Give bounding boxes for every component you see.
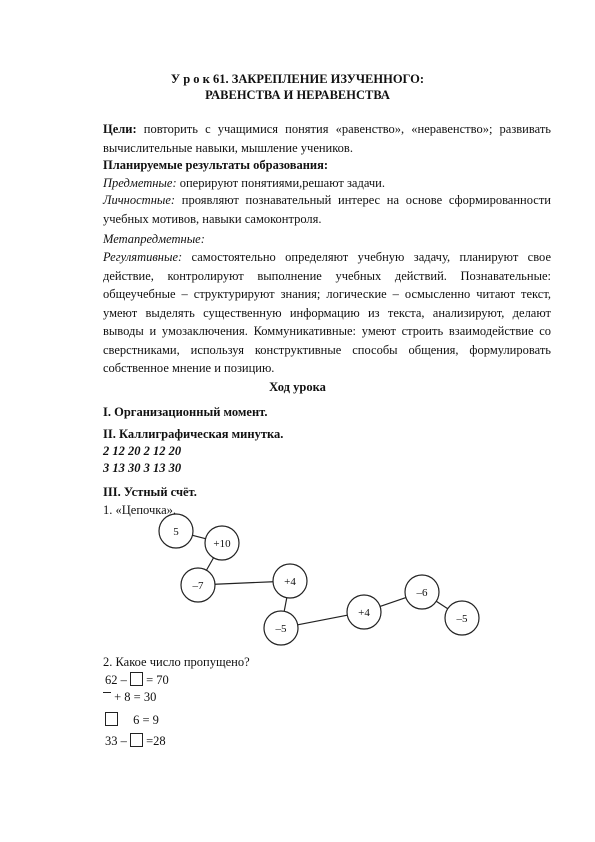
chain-link: [380, 598, 406, 607]
equation-2-dash: [103, 692, 111, 693]
chain-node-label: –7: [192, 580, 204, 592]
equation-1-right: = 70: [146, 673, 169, 687]
regulative-text: самостоятельно определяют учебную задачу, планируют свое действие, контролируют выполнение учебных действий. Познавательные: общеучебные – структурируют знания; логические – осмысленно читают текст, умеют выделять существенную информацию из текста, анализируют, делают выводы и умозаключения. Коммуникативные: умеют строить взаимодействие со сверстниками, используя конструктивные способы общения, формулировать собственное мнение и позицию.: [103, 250, 551, 375]
chain-link: [206, 558, 213, 570]
equation-3: [105, 712, 159, 728]
chain-link: [298, 615, 348, 625]
chain-node-label: +10: [213, 538, 231, 550]
equation-1-left: 62 –: [105, 673, 127, 687]
chain-link: [284, 598, 287, 612]
chain-link: [436, 601, 447, 608]
equation-3-right: 6 = 9: [133, 713, 159, 727]
missing-number-box[interactable]: [105, 712, 118, 726]
missing-number-box[interactable]: [130, 672, 143, 686]
equation-4-right: =28: [146, 734, 166, 748]
chain-node: [181, 568, 215, 602]
chain-link: [192, 535, 205, 538]
chain-node: [159, 514, 193, 548]
lesson-course-heading: Ход урока: [269, 380, 326, 394]
goals-text: повторить с учащимися понятия «равенство», «неравенство»; развивать вычислительные навыки, мышление учеников.: [103, 122, 551, 155]
chain-node-label: –5: [275, 623, 287, 635]
section-3-heading: III. Устный счёт.: [103, 485, 197, 499]
chain-node: [273, 564, 307, 598]
chain-node: [347, 595, 381, 629]
chain-node: [445, 601, 479, 635]
calligraphy-row-2: 3 13 30 3 13 30: [103, 461, 182, 475]
missing-number-box[interactable]: [130, 733, 143, 747]
regulative-label: Регулятивные:: [103, 250, 183, 264]
chain-node: [205, 526, 239, 560]
task-2-label: 2. Какое число пропущено?: [103, 655, 250, 669]
chain-node-label: +4: [284, 576, 296, 588]
lesson-title-line2: РАВЕНСТВА И НЕРАВЕНСТВА: [205, 88, 390, 102]
goals-label: Цели:: [103, 122, 137, 136]
chain-node-label: –5: [456, 613, 468, 625]
planned-results-heading: Планируемые результаты образования:: [103, 158, 329, 172]
equation-2-right: + 8 = 30: [114, 690, 157, 704]
subject-label: Предметные:: [103, 176, 177, 190]
chain-node-label: +4: [358, 607, 370, 619]
personal-text: проявляют познавательный интерес на основе сформированности учебных мотивов, навыки самоконтроля.: [103, 193, 551, 226]
section-1-heading: I. Организационный момент.: [103, 405, 268, 419]
equation-1: [105, 672, 169, 688]
lesson-title-line1: У р о к 61. ЗАКРЕПЛЕНИЕ ИЗУЧЕННОГО:: [170, 72, 425, 86]
section-2-heading: II. Каллиграфическая минутка.: [103, 427, 284, 441]
chain-node-label: 5: [173, 526, 179, 538]
chain-nodes: [159, 514, 479, 645]
meta-heading: Метапредметные:: [103, 232, 205, 246]
chain-node: [264, 611, 298, 645]
subject-text: оперируют понятиями,решают задачи.: [176, 176, 385, 190]
equation-2: [103, 690, 156, 705]
chain-node-label: –6: [416, 587, 428, 599]
chain-link: [215, 582, 273, 585]
calligraphy-row-1: 2 12 20 2 12 20: [103, 444, 182, 458]
task-1-label: 1. «Цепочка».: [103, 503, 177, 517]
personal-label: Личностные:: [103, 193, 176, 207]
equation-4-left: 33 –: [105, 734, 127, 748]
equation-4: [105, 733, 166, 749]
chain-node: [405, 575, 439, 609]
